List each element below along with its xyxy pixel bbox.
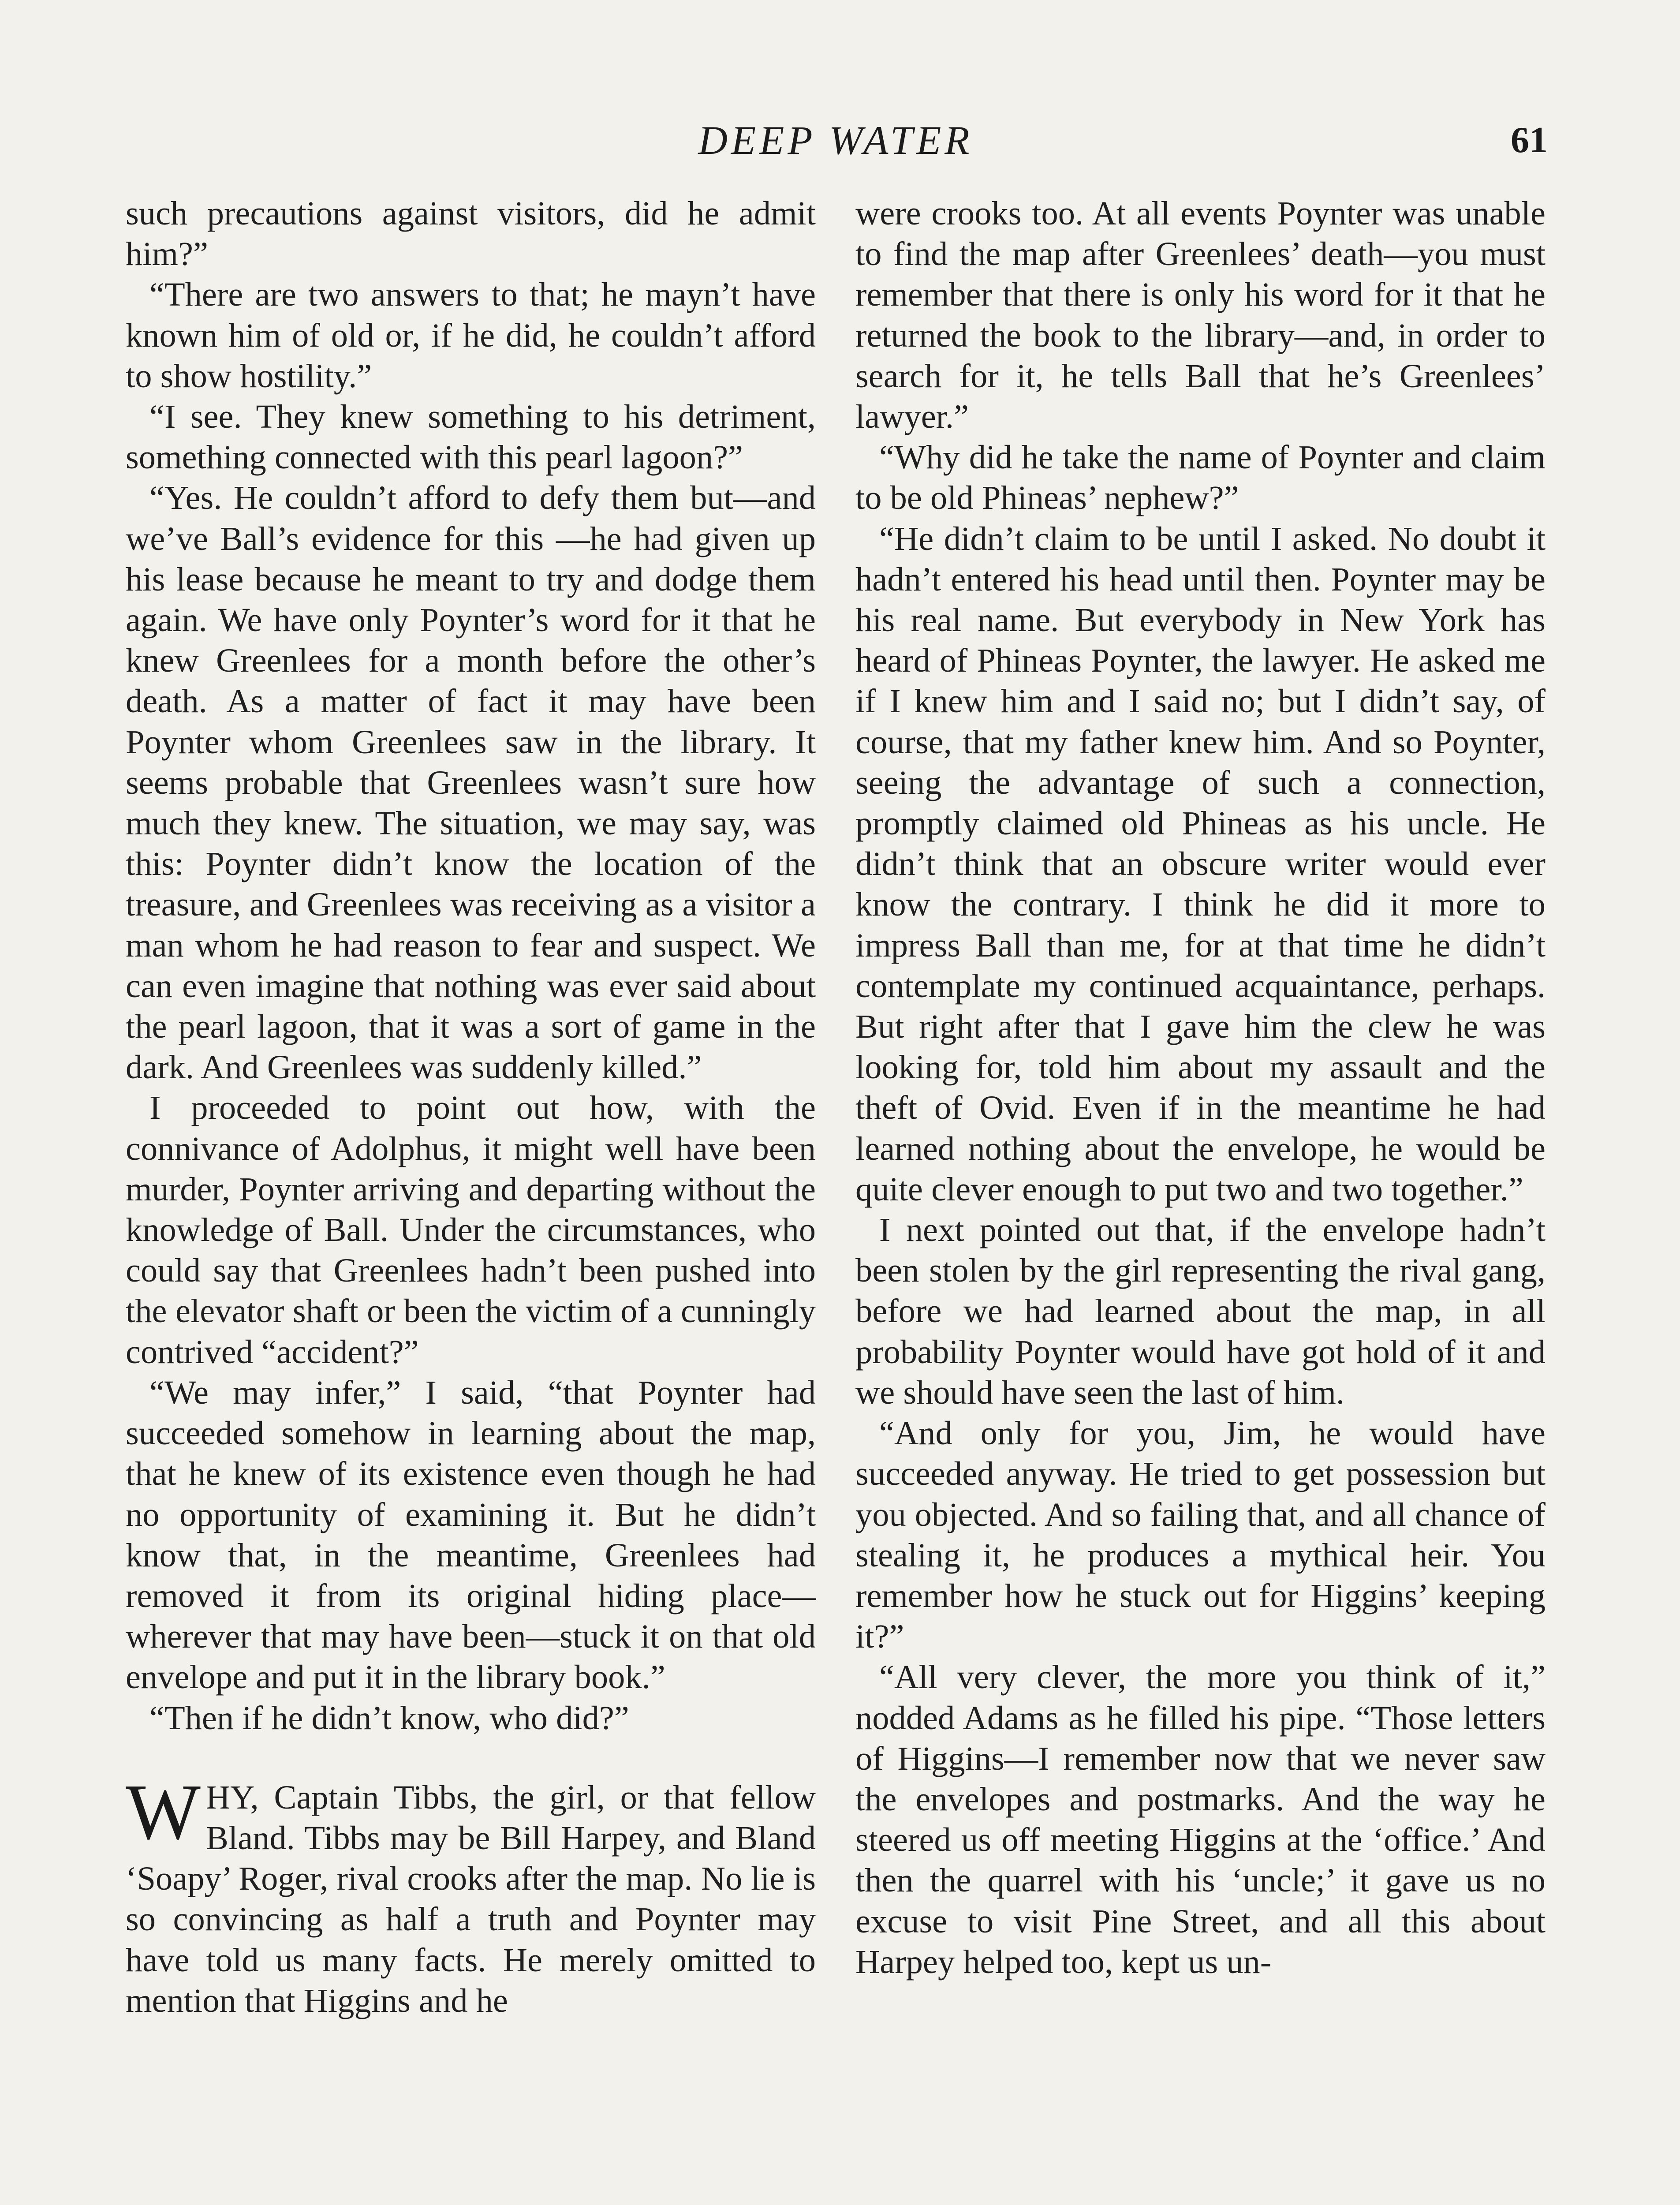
page-number: 61 bbox=[1511, 120, 1548, 161]
paragraph: I next pointed out that, if the envelope hadn’t been stolen by the girl representing the rival gang, before we had learned about the map, in all probability Poynter would have got hold of it and we should have seen the last of him. bbox=[855, 1211, 1546, 1411]
paragraph: such precautions against visitors, did he admit him?” bbox=[126, 194, 816, 273]
paragraph: “Why did he take the name of Poynter and claim to be old Phineas’ nephew?” bbox=[855, 438, 1546, 517]
paragraph: “Then if he didn’t know, who did?” bbox=[149, 1699, 629, 1737]
paragraph: “We may infer,” I said, “that Poynter had succeeded somehow in learning about the map, that he knew of its existence even though he had no opportunity of examining it. But he didn’t know that, in the meantime, Greenlees had removed it from its original hiding place—wherever that may have been—stuck it on that old envelope and put it in the library book.” bbox=[126, 1373, 816, 1696]
paragraph: I proceeded to point out how, with the connivance of Adolphus, it might well have been murder, Poynter arriving and departing without the knowledge of Ball. Under the circumstances, who could say that Greenlees hadn’t been pushed into the elevator shaft or been the victim of a cunningly contrived “accident?” bbox=[126, 1089, 816, 1371]
paragraph: “There are two answers to that; he mayn’t have known him of old or, if he did, he couldn’t afford to show hostility.” bbox=[126, 276, 816, 395]
section-opening-paragraph bbox=[126, 1768, 816, 2021]
paragraph: “He didn’t claim to be until I asked. No doubt it hadn’t entered his head until then. Poynter may be his real name. But everybody in New York has heard of Phineas Poynter, the lawyer. He asked me if I knew him and I said no; but I didn’t say, of course, that my father knew him. And so Poynter, seeing the advantage of such a connection, promptly claimed old Phineas as his uncle. He didn’t think that an obscure writer would ever know the contrary. I think he did it more to impress Ball than me, for at that time he didn’t contemplate my continued acquaintance, perhaps. But right after that I gave him the clew he was looking for, told him about my assault and the theft of Ovid. Even if in the meantime he had learned nothing about the envelope, he would be quite clever enough to put two and two together.” bbox=[855, 519, 1546, 1208]
drop-cap: W bbox=[126, 1768, 201, 1856]
running-title: DEEP WATER bbox=[698, 118, 973, 163]
page-header bbox=[123, 114, 1548, 167]
paragraph: “And only for you, Jim, he would have succeeded anyway. He tried to get possession but you objected. And so failing that, and all chance of stealing it, he produces a mythical heir. You remember how he stuck out for Higgins’ keeping it?” bbox=[855, 1414, 1546, 1656]
paragraph: “All very clever, the more you think of it,” nodded Adams as he filled his pipe. “Those letters of Higgins—I remember now that we never saw the envelopes and postmarks. And the way he steered us off meeting Higgins at the ‘office.’ And then the quarrel with his ‘uncle;’ it gave us no excuse to visit Pine Street, and all this about Harpey helped too, kept us un- bbox=[855, 1658, 1546, 1981]
paragraph: were crooks too. At all events Poynter was unable to find the map after Greenlees’ death—you must remember that there is only his word for it that he returned the book to the library—and, in order to search for it, he tells Ball that he’s Greenlees’ lawyer.” bbox=[855, 194, 1546, 436]
paragraph: “Yes. He couldn’t afford to defy them but—and we’ve Ball’s evidence for this —he had given up his lease because he meant to try and dodge them again. We have only Poynter’s word for it that he knew Greenlees for a month before the other’s death. As a matter of fact it may have been Poynter whom Greenlees saw in the library. It seems probable that Greenlees wasn’t sure how much they knew. The situation, we may say, was this: Poynter didn’t know the location of the treasure, and Greenlees was receiving as a visitor a man whom he had reason to fear and suspect. We can even imagine that nothing was ever said about the pearl lagoon, that it was a sort of game in the dark. And Greenlees was suddenly killed.” bbox=[126, 479, 816, 1086]
section-opening-text: HY, Captain Tibbs, the girl, or that fellow Bland. Tibbs may be Bill Harpey, and Bland ‘Soapy’ Roger, rival crooks after the map. No lie is so convincing as half a truth and Poynter may have told us many facts. He merely omitted to mention that Higgins and he bbox=[126, 1778, 816, 2019]
right-column bbox=[855, 193, 1546, 1982]
left-column bbox=[126, 193, 816, 2021]
paragraph: “I see. They knew something to his detriment, something connected with this pearl lagoon?” bbox=[126, 398, 816, 476]
